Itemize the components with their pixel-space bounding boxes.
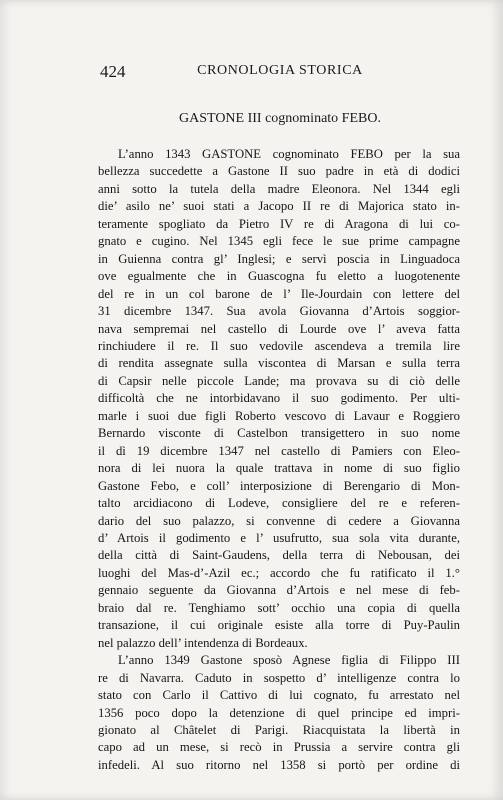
text-line: luoghi del Mas-d’-Azil ec.; accordo che fu ratificato il 1.°: [98, 565, 460, 580]
text-line: nava sempremai nel castello di Lourde ove l’ aveva fatta: [98, 321, 460, 336]
text-line: bellezza succedette a Gastone II suo padre in età di dodici: [98, 164, 460, 179]
text-line: gionato al Châtelet di Parigi. Riacquistata la libertà in: [98, 722, 460, 737]
page-number: 424: [100, 62, 126, 81]
text-line: Gastone Febo, e coll’ interposizione di Berengario di Mon-: [98, 478, 460, 493]
text-line: anni sotto la tutela della madre Eleonora. Nel 1344 egli: [98, 181, 460, 196]
text-line: gnato e cugino. Nel 1345 egli fece le sue prime campagne: [98, 234, 460, 249]
text-line: 31 dicembre 1347. Sua avola Giovanna d’Artois soggior-: [98, 304, 460, 319]
text-line: di Capsir nelle piccole Lande; ma provava su di ciò delle: [98, 373, 460, 388]
text-line: L’anno 1349 Gastone sposò Agnese figlia di Filippo III: [118, 653, 460, 668]
text-line: difficoltà che ne intorbidavano il suo godimento. Per ulti-: [98, 391, 460, 406]
text-line: ove egualmente che in Guascogna fu eletto a luogotenente: [98, 269, 460, 284]
text-line: rinchiudere il re. Il suo vedovile ascendeva a tremila lire: [98, 338, 460, 353]
running-title: CRONOLOGIA STORICA: [197, 63, 363, 78]
text-line: gennaio seguente da Giovanna d’Artois e nel mese di feb-: [98, 583, 460, 598]
text-line: dario del suo palazzo, si convenne di cedere a Giovanna: [98, 513, 460, 528]
text-line: die’ asilo ne’ suoi stati a Jacopo II re di Majorica stato in-: [98, 199, 460, 214]
text-line: re di Navarra. Caduto in sospetto d’ intelligenze contra lo: [98, 670, 460, 685]
text-line: talto arcidiacono di Lodeve, consigliere del re e referen-: [98, 496, 460, 511]
text-line: teramente spogliato da Pietro IV re di Aragona di lui co-: [98, 216, 460, 231]
text-line: 1356 poco dopo la detenzione di quel principe ed impri-: [98, 705, 460, 720]
text-line: del re in un col barone de l’ Ile-Jourdain con lettere del: [98, 286, 460, 301]
text-line: nel palazzo dell’ intendenza di Bordeaux.: [98, 635, 308, 650]
text-line: di rendita assegnate sulla viscontea di Marsan e sulla terra: [98, 356, 460, 371]
text-line: transazione, il cui originale esiste alla torre di Puy-Paulin: [98, 618, 460, 633]
section-title: GASTONE III cognominato FEBO.: [179, 111, 381, 126]
text-line: L’anno 1343 GASTONE cognominato FEBO per la sua: [118, 147, 460, 161]
text-line: in Guienna contra gl’ Inglesi; e servì poscia in Linguadoca: [98, 251, 460, 266]
text-line: della città di Saint-Gaudens, della terra di Nebousan, dei: [98, 548, 460, 563]
text-line: d’ Artois il godimento e l’ usufrutto, sua sola vita durante,: [98, 530, 460, 545]
text-line: marle i suoi due figli Roberto vescovo di Lavaur e Roggiero: [98, 408, 460, 423]
text-line: braio dal re. Tenghiamo sott’ occhio una copia di quella: [98, 600, 460, 615]
text-line: nora di lei nuora la quale trattava in nome di suo figlio: [98, 461, 460, 476]
text-line: stato con Carlo il Cattivo di lui cognato, fu arrestato nel: [98, 688, 460, 703]
text-line: infedeli. Al suo ritorno nel 1358 si portò per ordine di: [98, 757, 460, 772]
body-text: [98, 146, 460, 774]
text-line: il dì 19 dicembre 1347 nel castello di Pamiers con Eleo-: [98, 443, 460, 458]
text-line: Bernardo visconte di Castelbon transigettero in suo nome: [98, 426, 460, 441]
text-line: capo ad un mese, si recò in Prussia a servire contra gli: [98, 740, 460, 755]
page-header: [100, 62, 460, 86]
